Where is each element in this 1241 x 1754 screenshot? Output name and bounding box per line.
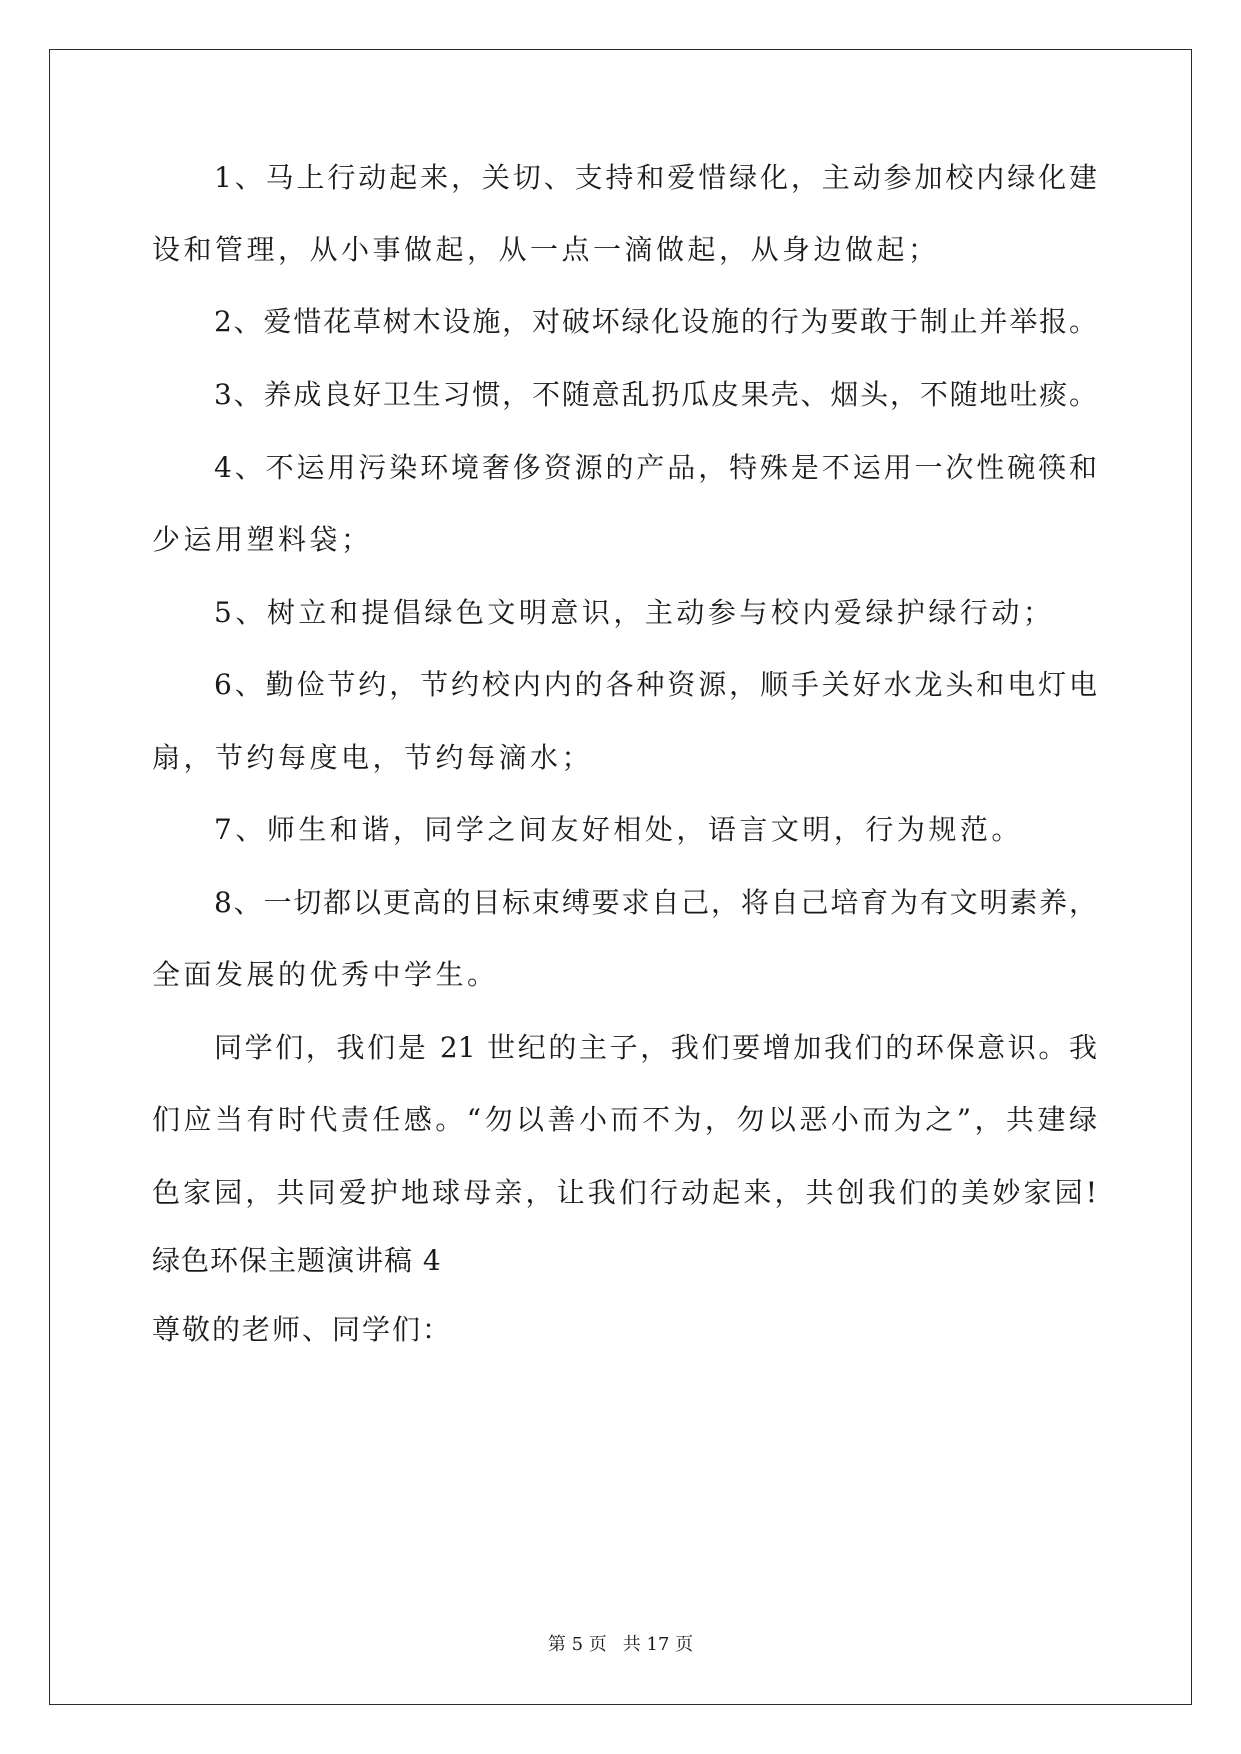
paragraph-4-line-1: 4、不运用污染环境奢侈资源的产品，特殊是不运用一次性碗筷和 (214, 451, 1097, 484)
closing-paragraph-line-2: 们应当有时代责任感。“勿以善小而不为，勿以恶小而为之”，共建绿 (152, 1103, 1097, 1136)
paragraph-6-line-1: 6、勤俭节约，节约校内内的各种资源，顺手关好水龙头和电灯电 (214, 668, 1097, 701)
paragraph-7: 7、师生和谐，同学之间友好相处，语言文明，行为规范。 (214, 813, 1023, 846)
paragraph-1-line-1: 1、马上行动起来，关切、支持和爱惜绿化，主动参加校内绿化建 (214, 161, 1097, 194)
paragraph-3: 3、养成良好卫生习惯，不随意乱扔瓜皮果壳、烟头，不随地吐痰。 (214, 378, 1097, 411)
paragraph-5: 5、树立和提倡绿色文明意识，主动参与校内爱绿护绿行动； (214, 596, 1055, 629)
page-total: 共 17 页 (622, 1634, 694, 1655)
paragraph-2: 2、爱惜花草树木设施，对破坏绿化设施的行为要敢于制止并举报。 (214, 305, 1097, 338)
page-footer (0, 1633, 1241, 1657)
salutation: 尊敬的老师、同学们： (152, 1313, 453, 1346)
paragraph-1-line-2: 设和管理，从小事做起，从一点一滴做起，从身边做起； (152, 233, 940, 266)
paragraph-8-line-1: 8、一切都以更高的目标束缚要求自己，将自己培育为有文明素养， (214, 886, 1097, 919)
closing-paragraph-line-1: 同学们，我们是 21 世纪的主子，我们要增加我们的环保意识。我 (214, 1031, 1097, 1064)
page-number: 第 5 页 (547, 1634, 607, 1655)
paragraph-4-line-2: 少运用塑料袋； (152, 523, 373, 556)
paragraph-8-line-2: 全面发展的优秀中学生。 (152, 958, 499, 991)
section-title: 绿色环保主题演讲稿 4 (152, 1244, 442, 1277)
paragraph-6-line-2: 扇，节约每度电，节约每滴水； (152, 741, 594, 774)
closing-paragraph-line-3: 色家园，共同爱护地球母亲，让我们行动起来，共创我们的美妙家园! (152, 1176, 1097, 1209)
page-border (49, 49, 1192, 1705)
